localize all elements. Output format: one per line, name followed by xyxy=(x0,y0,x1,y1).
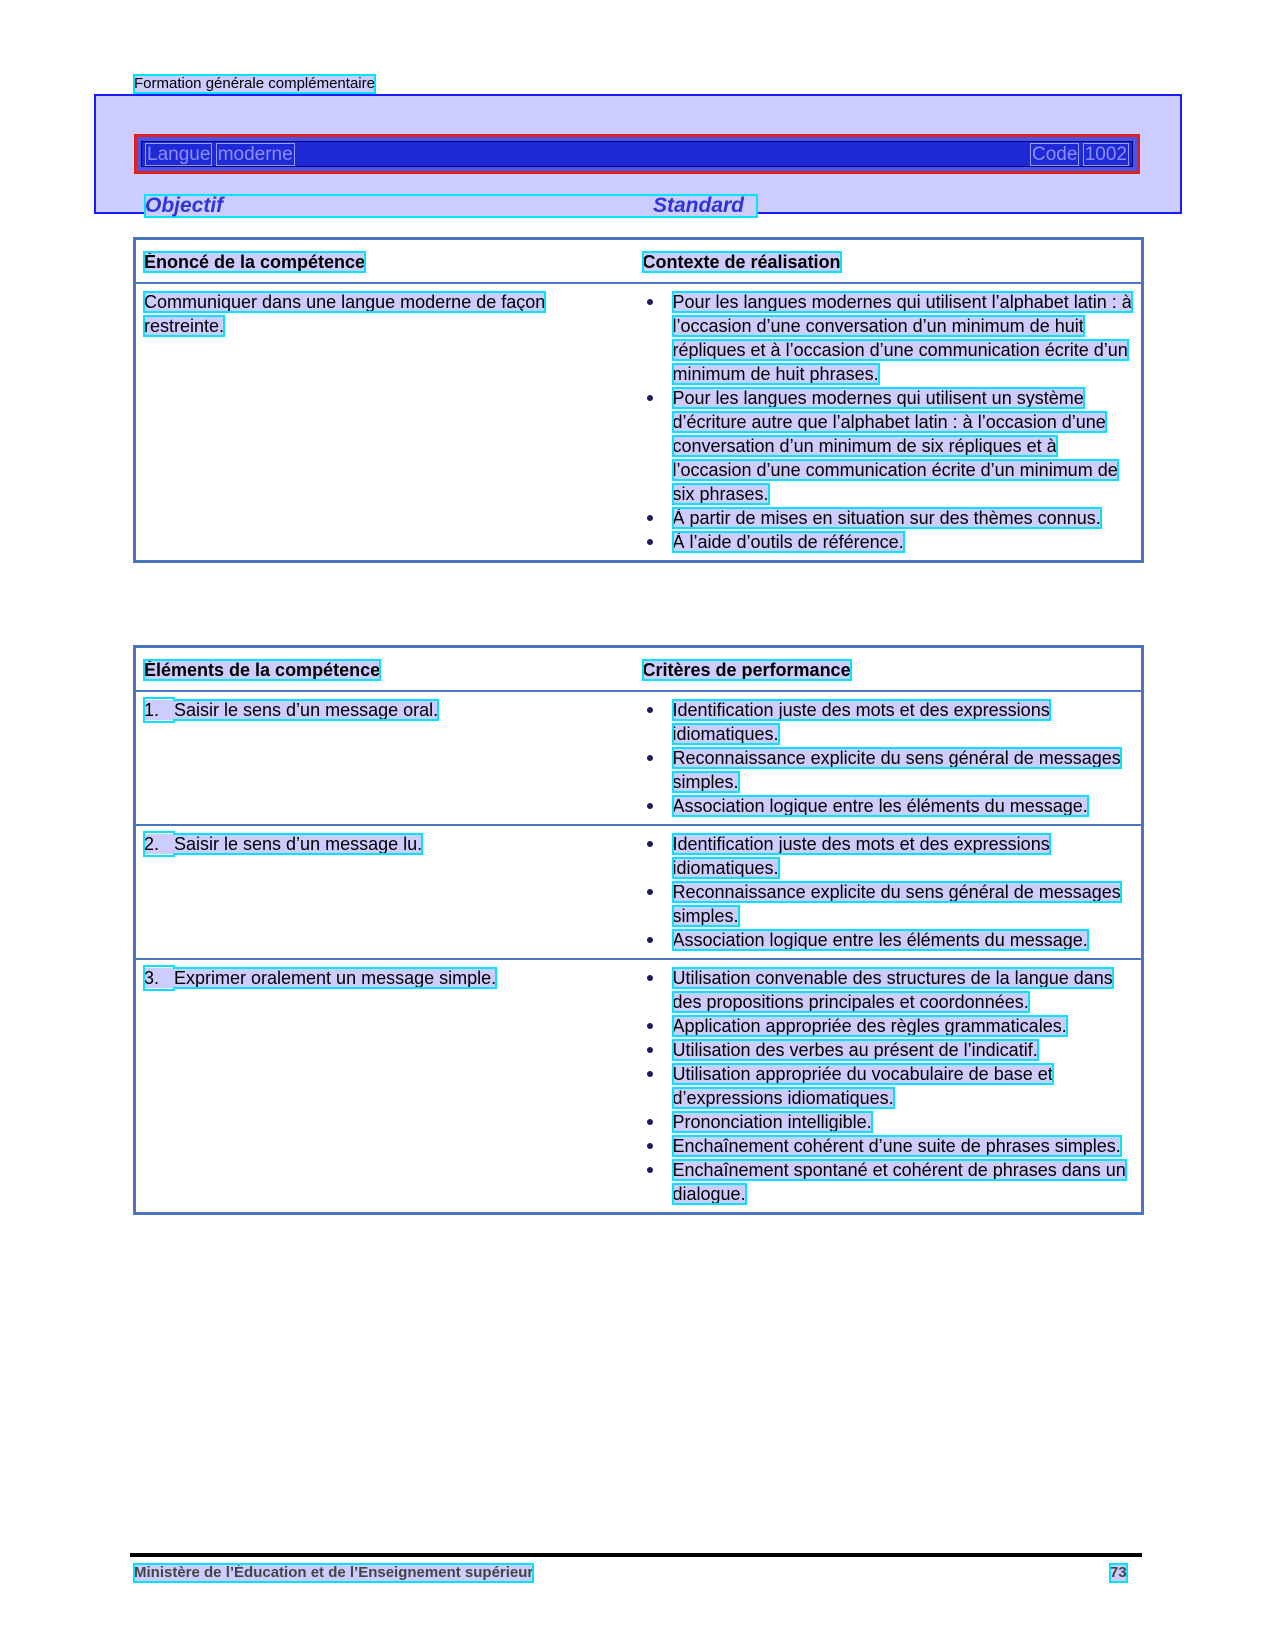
bullet-icon xyxy=(647,515,653,521)
bullet-icon xyxy=(647,755,653,761)
course-title-bar xyxy=(134,134,1140,174)
competence-statement: Communiquer dans une langue moderne de façon restreinte. xyxy=(144,292,546,336)
running-head: Formation générale complémentaire xyxy=(134,75,375,92)
bullet-icon xyxy=(647,841,653,847)
standard-label: Standard xyxy=(653,194,745,217)
criteria-list xyxy=(643,966,1134,1206)
list-item: Prononciation intelligible. xyxy=(643,1110,1134,1134)
bullet-icon xyxy=(647,539,653,545)
bullet-icon xyxy=(647,803,653,809)
bullet-icon xyxy=(647,1119,653,1125)
list-item: À partir de mises en situation sur des thèmes connus. xyxy=(643,506,1134,530)
list-item: Application appropriée des règles grammaticales. xyxy=(643,1014,1134,1038)
list-item: Reconnaissance explicite du sens général de messages simples. xyxy=(643,880,1134,928)
col-header-statement: Énoncé de la compétence xyxy=(144,252,366,272)
list-item: À l’aide d’outils de référence. xyxy=(643,530,1134,554)
bullet-icon xyxy=(647,1023,653,1029)
criteria-list xyxy=(643,698,1134,818)
list-item: Identification juste des mots et des expressions idiomatiques. xyxy=(643,698,1134,746)
element-2: 2. Saisir le sens d’un message lu. xyxy=(144,834,423,854)
list-item: Utilisation convenable des structures de la langue dans des propositions principales et coordonnées. xyxy=(643,966,1134,1014)
list-item: Pour les langues modernes qui utilisent l’alphabet latin : à l’occasion d’une conversation d’un minimum de huit répliques et à l’occasion d’une communication écrite d’un minimum de huit phrases. xyxy=(643,290,1134,386)
competence-table xyxy=(133,237,1144,563)
list-item: Utilisation appropriée du vocabulaire de base et d’expressions idiomatiques. xyxy=(643,1062,1134,1110)
bullet-icon xyxy=(647,395,653,401)
objectif-label: Objectif xyxy=(145,194,224,217)
elements-table xyxy=(133,645,1144,1215)
course-code: Code 1002 xyxy=(1032,144,1127,165)
list-item: Association logique entre les éléments du message. xyxy=(643,928,1134,952)
col-header-elements: Éléments de la compétence xyxy=(144,660,381,680)
table-row xyxy=(135,959,1143,1214)
bullet-icon xyxy=(647,1047,653,1053)
list-item: Enchaînement cohérent d’une suite de phrases simples. xyxy=(643,1134,1134,1158)
col-header-context: Contexte de réalisation xyxy=(642,252,841,272)
footer-ministry: Ministère de l’Éducation et de l’Enseignement supérieur xyxy=(134,1564,534,1581)
list-item: Pour les langues modernes qui utilisent un système d’écriture autre que l’alphabet latin : à l’occasion d’une conversation d’un minimum de six répliques et à l’occasion d’une communication écrite d’un minimum de six phrases. xyxy=(643,386,1134,506)
context-list xyxy=(643,290,1134,554)
table-row xyxy=(135,691,1143,825)
bullet-icon xyxy=(647,1167,653,1173)
list-item: Enchaînement spontané et cohérent de phrases dans un dialogue. xyxy=(643,1158,1134,1206)
bullet-icon xyxy=(647,975,653,981)
bullet-icon xyxy=(647,1071,653,1077)
list-item: Association logique entre les éléments du message. xyxy=(643,794,1134,818)
criteria-list xyxy=(643,832,1134,952)
page-number: 73 xyxy=(1110,1564,1127,1581)
list-item: Reconnaissance explicite du sens général de messages simples. xyxy=(643,746,1134,794)
bullet-icon xyxy=(647,889,653,895)
bullet-icon xyxy=(647,707,653,713)
footer-rule xyxy=(130,1553,1142,1557)
course-title: Langue moderne xyxy=(147,144,293,165)
list-item: Identification juste des mots et des expressions idiomatiques. xyxy=(643,832,1134,880)
table-row xyxy=(135,825,1143,959)
element-1: 1. Saisir le sens d’un message oral. xyxy=(144,700,439,720)
meta-row xyxy=(145,195,757,217)
col-header-criteria: Critères de performance xyxy=(642,660,851,680)
list-item: Utilisation des verbes au présent de l’indicatif. xyxy=(643,1038,1134,1062)
bullet-icon xyxy=(647,299,653,305)
bullet-icon xyxy=(647,1143,653,1149)
bullet-icon xyxy=(647,937,653,943)
element-3: 3. Exprimer oralement un message simple. xyxy=(144,968,497,988)
